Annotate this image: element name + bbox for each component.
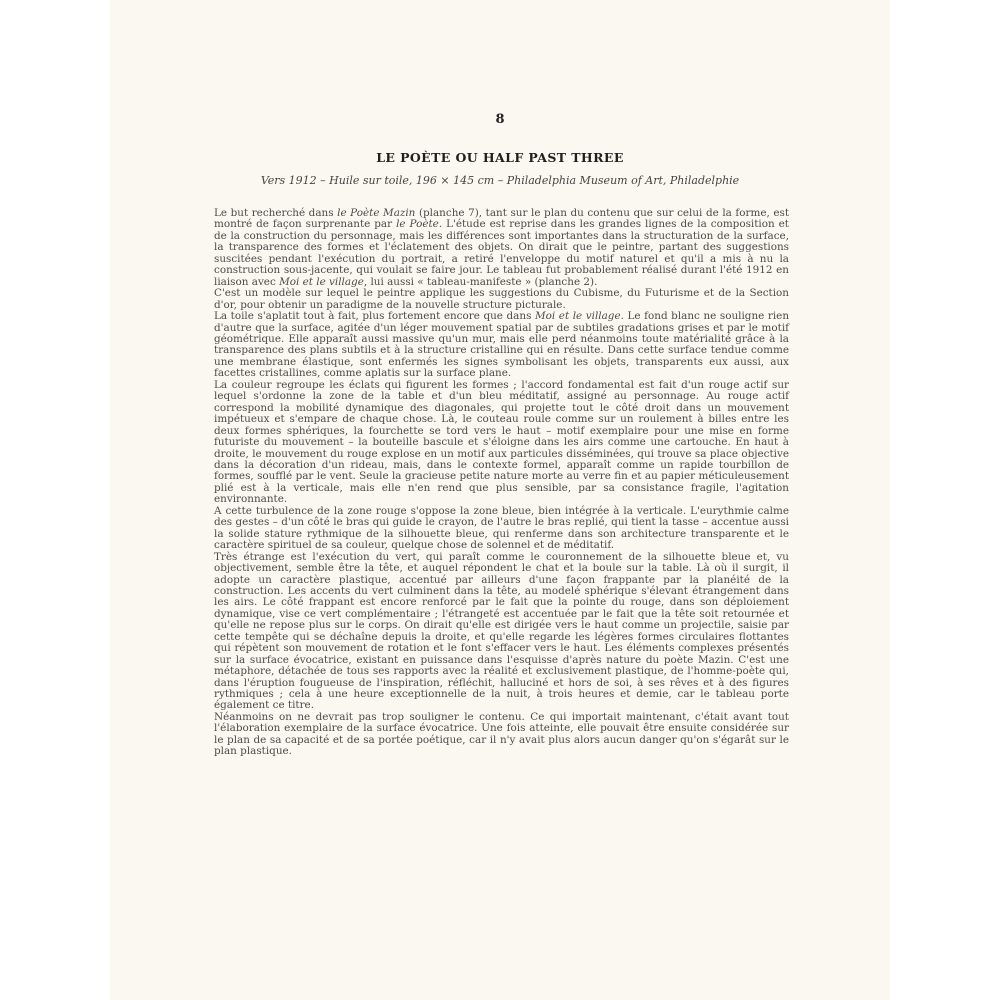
paragraph-text: Néanmoins on ne devrait pas trop souligner le contenu. Ce qui importait maintenant, c'était avant tout l'élaboration exemplaire de la surface évocatrice. Une fois atteinte, elle pouvait être ensuite considérée sur le plan de sa capacité et de sa portée poétique, car il n'y avait plus alors aucun danger qu'on s'égarât sur le plan plastique.	[214, 710, 789, 758]
paragraph	[214, 506, 789, 552]
paragraph-text: La couleur regroupe les éclats qui figurent les formes ; l'accord fondamental est fait d'un rouge actif sur lequel s'ordonne la zone de la table et d'un bleu méditatif, assigné au personnage. Au rouge actif correspond la mobilité dynamique des diagonales, qui projette tout le côté droit dans un mouvement impétueux et s'empare de chaque chose. Là, le couteau roule comme sur un roulement à billes entre les deux formes sphériques, la fourchette se tord vers le haut – motif exemplaire pour une mise en forme futuriste du mouvement – la bouteille bascule et s'éloigne dans les airs comme une cartouche. En haut à droite, le mouvement du rouge explose en un motif aux particules disséminées, qui trouve sa place objective dans la décoration d'un rideau, mais, dans le contexte formel, apparaît comme un rapide tourbillon de formes, soufflé par le vent. Seule la gracieuse petite nature morte au verre fin et au papier méticuleusement plié est à la verticale, mais elle n'en rend que plus sensible, par sa consistance fragile, l'agitation environnante.	[214, 378, 789, 506]
italic-title-text: Moi et le village	[535, 310, 621, 323]
paragraph	[214, 712, 789, 758]
paragraph-text: Le but recherché dans	[214, 207, 338, 219]
paragraph-text: A cette turbulence de la zone rouge s'oppose la zone bleue, bien intégrée à la verticale. L'eurythmie calme des gestes – d'un côté le bras qui guide le crayon, de l'autre le bras replié, qui tient la tasse – accentue aussi la solide stature rythmique de la silhouette bleue, qui renferme dans son architecture transparente et le caractère spirituel de sa couleur, quelque chose de solennel et de méditatif.	[214, 504, 789, 552]
paragraph-text: . Le fond blanc ne souligne rien d'autre que la surface, agitée d'un léger mouvement spatial par de subtiles gradations grises et par le motif géométrique. Elle apparaît aussi massive qu'un mur, mais elle perd néanmoins toute matérialité grâce à la transparence des plans subtils et à la structure cristalline qui en résulte. Dans cette surface tendue comme une membrane élastique, sont enfermés les signes symbolisant les objets, transparents eux aussi, aux facettes cristallines, comme aplatis sur la surface plane.	[214, 310, 790, 380]
paragraph	[214, 552, 789, 712]
page-title: LE POÈTE OU HALF PAST THREE	[376, 150, 624, 165]
paragraph	[214, 288, 789, 311]
italic-title-text: le Poète	[396, 218, 439, 231]
paragraph	[214, 208, 789, 288]
paragraph-text: La toile s'aplatit tout à fait, plus fortement encore que dans	[214, 310, 535, 323]
paragraph-text: (planche 7), tant sur le plan du contenu que sur celui de la forme, est montré de façon surprenante par	[214, 207, 790, 231]
body-text	[214, 208, 789, 758]
paragraph-text: , lui aussi « tableau-manifeste » (planche 2).	[363, 275, 598, 288]
paragraph	[214, 380, 789, 506]
page-number: 8	[495, 112, 505, 127]
paragraph-text: . L'étude est reprise dans les grandes lignes de la composition et de la construction du personnage, mais les différences sont importantes dans la structuration de la surface, la transparence des formes et l'éclatement des objets. On dirait que le peintre, partant des suggestions suscitées pendant l'exécution du portrait, a retiré l'enveloppe du motif naturel et qu'il a mis à nu la construction sous-jacente, qui voulait se faire jour. Le tableau fut probablement réalisé durant l'été 1912 en liaison avec	[214, 218, 789, 288]
artwork-caption: Vers 1912 – Huile sur toile, 196 × 145 cm – Philadelphia Museum of Art, Philadelphie	[260, 174, 740, 187]
paragraph	[214, 311, 789, 380]
italic-title-text: le Poète Mazin	[337, 207, 416, 219]
book-page	[110, 0, 890, 1000]
paragraph-text: Très étrange est l'exécution du vert, qui paraît comme le couronnement de la silhouette bleue et, vu objectivement, semble être la tête, et auquel répondent le chat et la boule sur la table. Là où il surgit, il adopte un caractère plastique, accentué par ailleurs d'une façon frappante par la planéité de la construction. Les accents du vert culminent dans la tête, au modelé sphérique s'élevant étrangement dans les airs. Le côté frappant est encore renforcé par le fait que la pointe du rouge, dans son déploiement dynamique, vise ce vert complémentaire ; l'étrangeté est accentuée par le fait que la tête soit retournée et qu'elle ne repose plus sur le corps. On dirait qu'elle est dirigée vers le haut comme un projectile, saisie par cette tempête qui se déchaîne depuis la droite, et qu'elle regarde les légères formes circulaires flottantes qui répètent son mouvement de rotation et le font s'effacer vers le haut. Les éléments complexes présentés sur la surface évocatrice, existant en puissance dans l'esquisse d'après nature du poète Mazin. C'est une métaphore, détachée de tous ses rapports avec la réalité et exclusivement plastique, de l'homme-poète qui, dans l'éruption fougueuse de l'inspiration, réfléchit, halluciné et hors de soi, à ses rêves et à des figures rythmiques ; cela à une heure exceptionnelle de la nuit, à trois heures et demie, car le tableau porte également ce titre.	[214, 550, 789, 712]
italic-title-text: Moi et le village	[279, 275, 364, 288]
paragraph-text: C'est un modèle sur lequel le peintre applique les suggestions du Cubisme, du Futurisme et de la Section d'or, pour obtenir un paradigme de la nouvelle structure picturale.	[214, 287, 789, 311]
